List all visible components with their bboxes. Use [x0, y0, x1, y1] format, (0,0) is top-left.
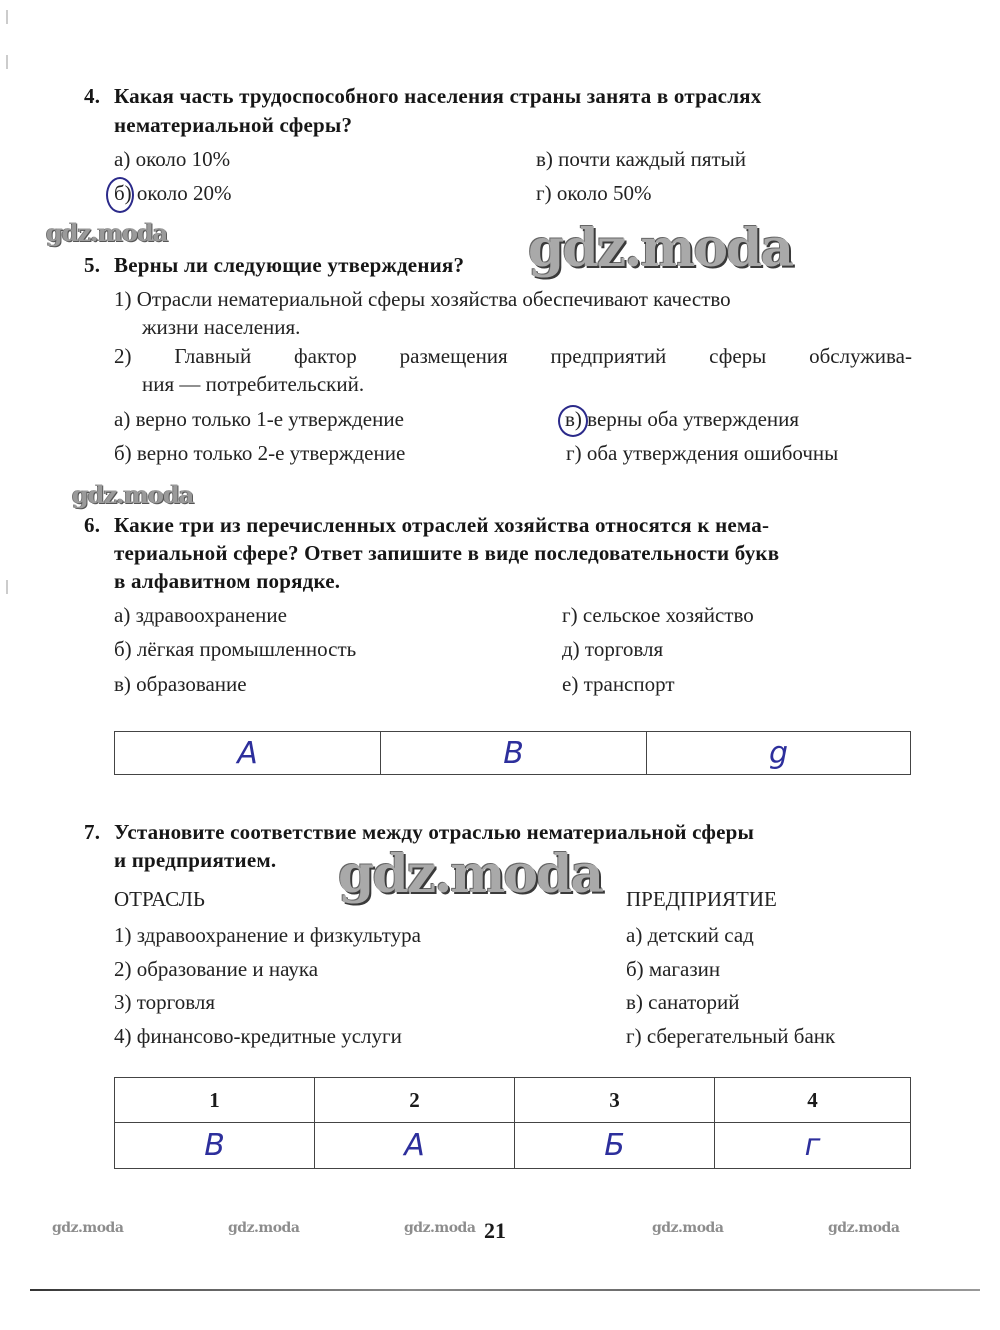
statement-1-line2: жизни населения.: [142, 315, 301, 339]
industry-item-1: 1) здравоохранение и физкультура: [114, 923, 421, 947]
matching-table: [114, 1077, 911, 1169]
statement-1: [114, 285, 912, 313]
question-6-title-line3: в алфавитном порядке.: [114, 569, 341, 593]
enterprise-item-b: б) магазин: [626, 957, 721, 981]
table-header-cell: 3: [515, 1078, 715, 1123]
handwritten-answer: г: [804, 1128, 821, 1163]
answer-cell[interactable]: [715, 1123, 911, 1169]
table-header-cell: 4: [715, 1078, 911, 1123]
answer-cell[interactable]: [115, 1123, 315, 1169]
answer-table: [114, 731, 911, 775]
selected-answer-circle: [106, 177, 134, 213]
footer-watermark: gdz.moda: [228, 1220, 300, 1236]
footer-watermark: gdz.moda: [652, 1220, 724, 1236]
question-5-title: [84, 251, 464, 280]
industry-item-2: 2) образование и наука: [114, 957, 319, 981]
option-b[interactable]: б) верно только 2-е утверждение: [114, 441, 406, 465]
watermark: gdz.moda: [46, 218, 168, 247]
enterprise-item-v: в) санаторий: [626, 990, 740, 1014]
question-6-title-line2: териальной сфере? Ответ запишите в виде последовательности букв: [114, 541, 780, 565]
watermark: gdz.moda: [72, 480, 194, 509]
footer-watermark: gdz.moda: [52, 1220, 124, 1236]
question-number: 5.: [84, 253, 101, 277]
watermark-large: gdz.moda: [338, 844, 603, 905]
enterprise-item-a: а) детский сад: [626, 923, 754, 947]
column-header-industry: ОТРАСЛЬ: [114, 887, 205, 911]
statement-2: [114, 342, 912, 370]
handwritten-answer: Б: [604, 1128, 625, 1163]
question-6-title: [84, 511, 769, 540]
answer-cell[interactable]: [515, 1123, 715, 1169]
question-text-line1: Какая часть трудоспособного населения страны занята в отраслях: [114, 84, 762, 108]
enterprise-item-g: г) сберегательный банк: [626, 1024, 836, 1048]
question-7-title: [84, 818, 754, 847]
option-b[interactable]: б) лёгкая промышленность: [114, 637, 357, 661]
question-text: Верны ли следующие утверждения?: [114, 253, 465, 277]
handwritten-answer: B: [503, 735, 524, 771]
option-e[interactable]: е) транспорт: [562, 672, 675, 696]
handwritten-answer: g: [768, 735, 789, 771]
option-v[interactable]: в) образование: [114, 672, 247, 696]
handwritten-answer: B: [204, 1128, 225, 1163]
question-number: 7.: [84, 820, 101, 844]
table-header-cell: 1: [115, 1078, 315, 1123]
question-4-title-line2: нематериальной сферы?: [114, 113, 353, 137]
option-a[interactable]: а) здравоохранение: [114, 603, 287, 627]
answer-cell[interactable]: [381, 732, 647, 775]
option-a[interactable]: а) около 10%: [114, 147, 231, 171]
handwritten-answer: A: [237, 735, 258, 771]
option-v[interactable]: в) почти каждый пятый: [536, 147, 746, 171]
option-a[interactable]: а) верно только 1-е утверждение: [114, 407, 404, 431]
option-g[interactable]: г) оба утверждения ошибочны: [566, 441, 839, 465]
option-b[interactable]: б) около 20%: [114, 181, 232, 205]
option-g[interactable]: г) сельское хозяйство: [562, 603, 754, 627]
industry-item-4: 4) финансово-кредитные услуги: [114, 1024, 402, 1048]
question-number: 4.: [84, 84, 101, 108]
selected-answer-circle: [558, 405, 588, 437]
margin-mark: [6, 10, 8, 24]
answer-cell[interactable]: [315, 1123, 515, 1169]
column-header-enterprise: ПРЕДПРИЯТИЕ: [626, 887, 777, 911]
margin-mark: [6, 580, 8, 594]
page-edge-line: [30, 1289, 980, 1291]
page-number: 21: [484, 1218, 506, 1243]
statement-text: Отрасли нематериальной сферы хозяйства обеспечивают качество: [136, 287, 731, 311]
question-text-line1: Установите соответствие между отраслью нематериальной сферы: [114, 820, 755, 844]
footer-watermark: gdz.moda: [828, 1220, 900, 1236]
handwritten-answer: A: [404, 1128, 425, 1163]
statement-number: 1): [114, 287, 132, 311]
industry-item-3: 3) торговля: [114, 990, 216, 1014]
question-4-title: [84, 82, 914, 111]
statement-number: 2): [114, 344, 132, 368]
table-header-cell: 2: [315, 1078, 515, 1123]
answer-cell[interactable]: [647, 732, 911, 775]
answer-cell[interactable]: [115, 732, 381, 775]
statement-text: Главный фактор размещения предприятий сферы обслужива-: [174, 344, 913, 368]
option-g[interactable]: г) около 50%: [536, 181, 652, 205]
question-number: 6.: [84, 513, 101, 537]
option-v[interactable]: в) верны оба утверждения: [565, 407, 800, 431]
margin-mark: [6, 55, 8, 69]
question-text-line1: Какие три из перечисленных отраслей хозяйства относятся к нема-: [114, 513, 770, 537]
footer-watermark: gdz.moda: [404, 1220, 476, 1236]
question-7-title-line2: и предприятием.: [114, 848, 277, 872]
statement-2-line2: ния — потребительский.: [142, 372, 365, 396]
watermark-large: gdz.moda: [528, 218, 793, 279]
option-d[interactable]: д) торговля: [562, 637, 664, 661]
